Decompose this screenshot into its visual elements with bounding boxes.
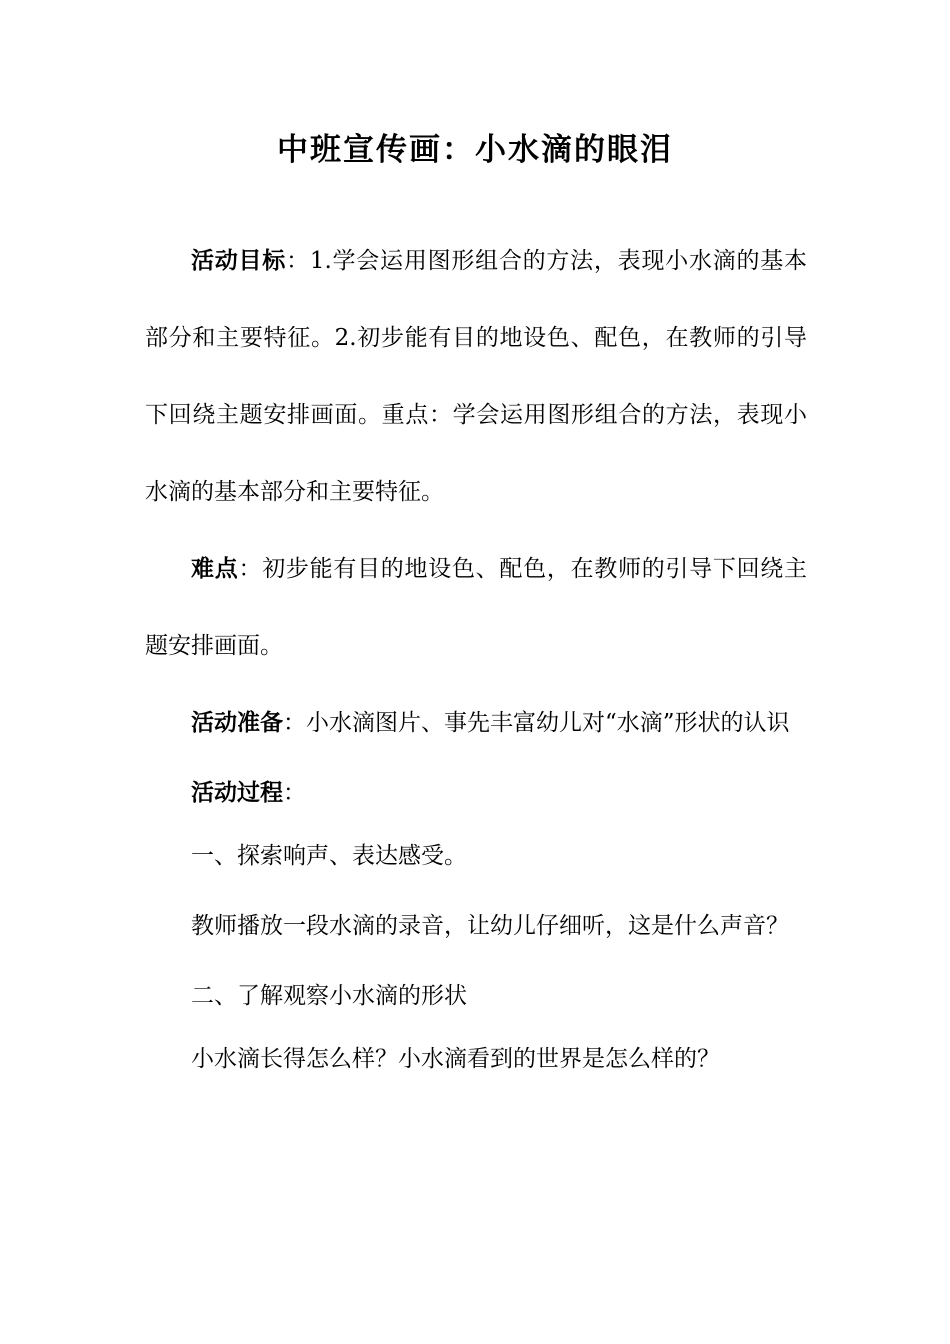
difficulty-paragraph bbox=[145, 531, 807, 685]
step-one-detail: 教师播放一段水滴的录音，让幼儿仔细听，这是什么声音？ bbox=[191, 913, 789, 939]
activity-goal-colon: ： bbox=[286, 248, 310, 274]
preparation-paragraph bbox=[145, 685, 807, 762]
difficulty-colon: ： bbox=[238, 556, 263, 582]
preparation-colon: ： bbox=[283, 710, 306, 736]
process-heading bbox=[145, 762, 807, 825]
activity-goal-label: 活动目标 bbox=[191, 248, 287, 274]
process-label: 活动过程 bbox=[191, 780, 283, 806]
step-two-detail: 小水滴长得怎么样？小水滴看到的世界是怎么样的？ bbox=[191, 1046, 720, 1072]
activity-goal-paragraph bbox=[145, 223, 807, 531]
step-one-heading: 一、探索响声、表达感受。 bbox=[191, 843, 467, 869]
step-two-heading: 二、了解观察小水滴的形状 bbox=[191, 983, 467, 1009]
difficulty-label: 难点 bbox=[191, 556, 239, 582]
process-colon: ： bbox=[283, 780, 306, 806]
difficulty-text: 初步能有目的地设色、配色，在教师的引导下回绕主题安排画面。 bbox=[145, 556, 808, 659]
preparation-text: 小水滴图片、事先丰富幼儿对“水滴”形状的认识 bbox=[306, 710, 790, 736]
document-title: 中班宣传画：小水滴的眼泪 bbox=[277, 132, 673, 168]
document-body bbox=[145, 223, 807, 1091]
activity-goal-text: 1.学会运用图形组合的方法，表现小水滴的基本部分和主要特征。2.初步能有目的地设色、配色，在教师的引导下回绕主题安排画面。重点：学会运用图形组合的方法，表现小水滴的基本部分和主要特征。 bbox=[145, 248, 808, 505]
preparation-label: 活动准备 bbox=[191, 710, 283, 736]
